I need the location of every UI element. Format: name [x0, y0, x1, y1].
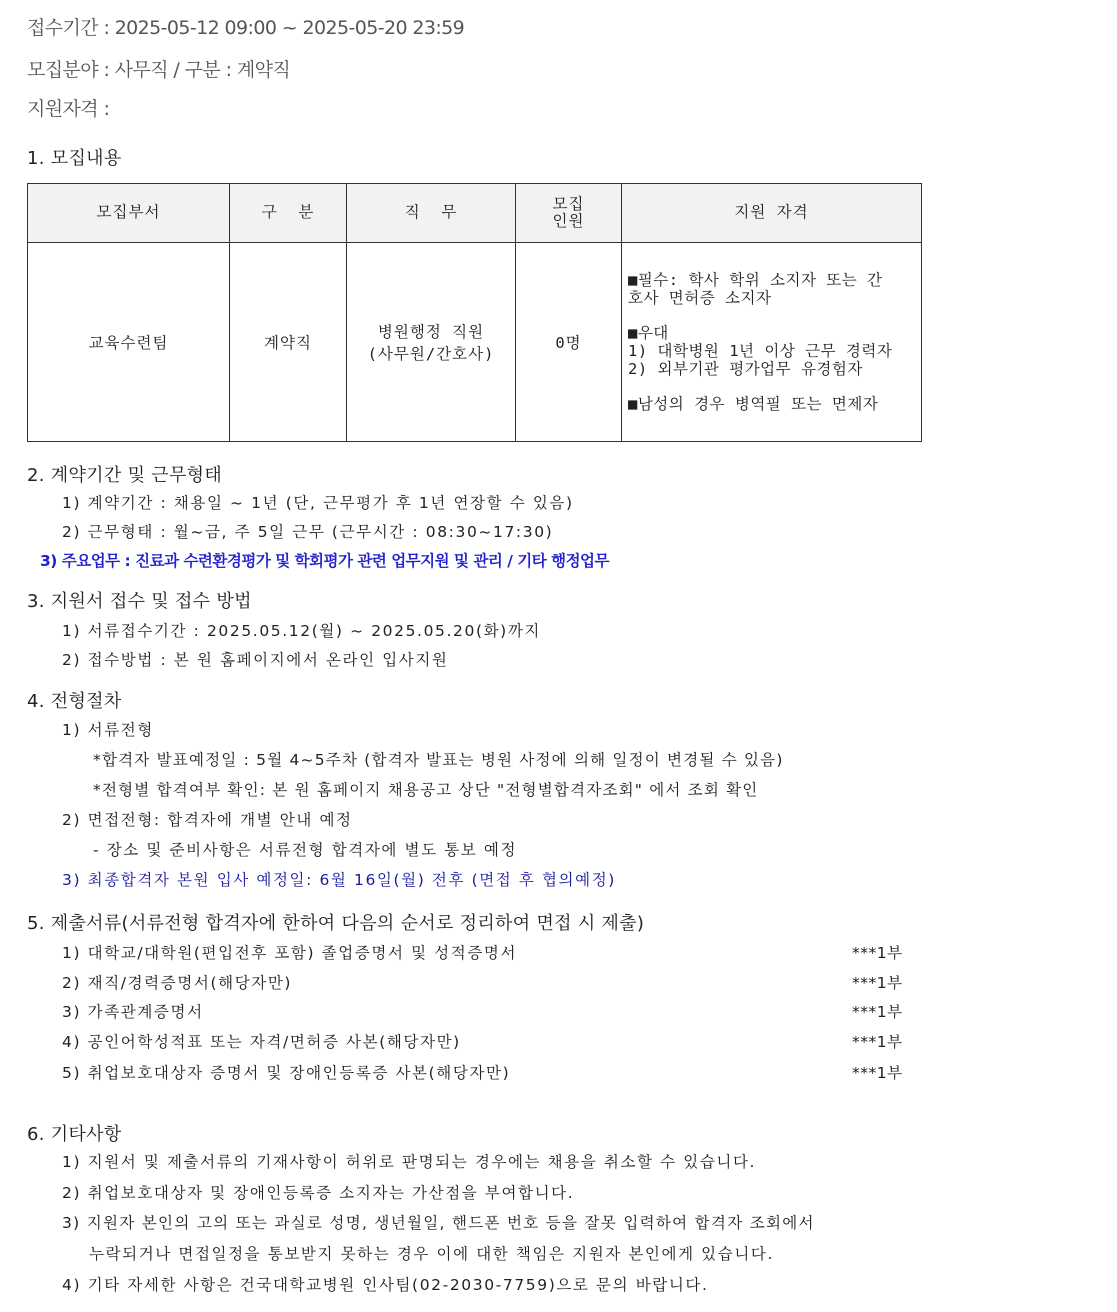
qual-preferred-1: 1) 대학병원 1년 이상 근무 경력자	[628, 342, 893, 360]
s4-item-2a: - 장소 및 준비사항은 서류전형 합격자에 별도 통보 예정	[93, 841, 518, 859]
section-2-title: 2. 계약기간 및 근무형태	[27, 465, 223, 486]
s5-item-5: 5) 취업보호대상자 증명서 및 장애인등록증 사본(해당자만)	[62, 1064, 511, 1082]
header-count-line2: 인원	[552, 212, 585, 230]
s3-item-1: 1) 서류접수기간 : 2025.05.12(월) ~ 2025.05.20(화)까지	[62, 622, 541, 640]
header-count-line1: 모집	[552, 194, 585, 213]
s5-item-3-qty: ***1부	[852, 1003, 903, 1021]
s5-item-4: 4) 공인어학성적표 또는 자격/면허증 사본(해당자만)	[62, 1033, 461, 1051]
s5-item-2-qty: ***1부	[852, 974, 903, 992]
qualification-label: 지원자격 :	[27, 98, 110, 120]
recruit-field: 모집분야 : 사무직 / 구분 : 계약직	[27, 59, 291, 81]
s4-item-3: 3) 최종합격자 본원 입사 예정일: 6월 16일(월) 전후 (면접 후 협의예정)	[62, 871, 616, 889]
section-6-title: 6. 기타사항	[27, 1124, 122, 1145]
qual-preferred-2: 2) 외부기관 평가업무 유경험자	[628, 360, 863, 378]
section-5-title: 5. 제출서류(서류전형 합격자에 한하여 다음의 순서로 정리하여 면접 시 제출)	[27, 913, 645, 934]
s6-item-4: 4) 기타 자세한 사항은 건국대학교병원 인사팀(02-2030-7759)으로 문의 바랍니다.	[62, 1276, 709, 1294]
table-row	[28, 243, 922, 442]
table-header-row	[28, 184, 922, 243]
s6-item-1: 1) 지원서 및 제출서류의 기재사항이 허위로 판명되는 경우에는 채용을 취소할 수 있습니다.	[62, 1153, 757, 1171]
s3-item-2: 2) 접수방법 : 본 원 홈페이지에서 온라인 입사지원	[62, 651, 449, 669]
section-3-title: 3. 지원서 접수 및 접수 방법	[27, 591, 252, 612]
qual-required-line1: ■필수: 학사 학위 소지자 또는 간	[628, 271, 883, 289]
s6-item-3: 3) 지원자 본인의 고의 또는 과실로 성명, 생년월일, 핸드폰 번호 등을 잘못 입력하여 합격자 조회에서	[62, 1214, 815, 1232]
s6-item-2: 2) 취업보호대상자 및 장애인등록증 소지자는 가산점을 부여합니다.	[62, 1184, 575, 1202]
s5-item-1-qty: ***1부	[852, 944, 903, 962]
cell-duty-line1: 병원행정 직원	[377, 323, 485, 341]
s5-item-3: 3) 가족관계증명서	[62, 1003, 204, 1021]
cell-duty-line2: (사무원/간호사)	[367, 345, 495, 363]
s5-item-2: 2) 재직/경력증명서(해당자만)	[62, 974, 293, 992]
s5-item-1: 1) 대학교/대학원(편입전후 포함) 졸업증명서 및 성적증명서	[62, 944, 518, 962]
s4-item-1: 1) 서류전형	[62, 721, 154, 739]
qual-preferred: ■우대	[628, 324, 669, 342]
s6-item-3-cont: 누락되거나 면접일정을 통보받지 못하는 경우 이에 대한 책임은 지원자 본인에게 있습니다.	[89, 1245, 774, 1263]
qual-military: ■남성의 경우 병역필 또는 면제자	[628, 395, 879, 413]
s2-item-3: 3) 주요업무 : 진료과 수련환경평가 및 학회평가 관련 업무지원 및 관리 / 기타 행정업무	[40, 552, 609, 570]
s4-item-2: 2) 면접전형: 합격자에 개별 안내 예정	[62, 811, 353, 829]
s2-item-1: 1) 계약기간 : 채용일 ~ 1년 (단, 근무평가 후 1년 연장할 수 있음)	[62, 494, 574, 512]
header-dept: 모집부서	[28, 184, 230, 243]
section-4-title: 4. 전형절차	[27, 691, 122, 712]
header-qual: 지원 자격	[622, 184, 922, 243]
cell-dept: 교육수련팀	[28, 243, 230, 442]
s2-item-2: 2) 근무형태 : 월~금, 주 5일 근무 (근무시간 : 08:30~17:30)	[62, 523, 554, 541]
qual-required-line2: 호사 면허증 소지자	[628, 289, 772, 307]
s4-item-1b: *전형별 합격여부 확인: 본 원 홈페이지 채용공고 상단 "전형별합격자조회" 에서 조회 확인	[93, 781, 759, 799]
section-1-title: 1. 모집내용	[27, 148, 122, 169]
cell-duty	[347, 243, 516, 442]
recruit-table	[27, 183, 922, 442]
s4-item-1a: *합격자 발표예정일 : 5월 4~5주차 (합격자 발표는 병원 사정에 의해 일정이 변경될 수 있음)	[93, 751, 784, 769]
header-duty: 직 무	[347, 184, 516, 243]
header-type: 구 분	[230, 184, 347, 243]
s5-item-5-qty: ***1부	[852, 1064, 903, 1082]
header-count	[516, 184, 622, 243]
cell-qual	[622, 243, 922, 442]
application-period: 접수기간 : 2025-05-12 09:00 ~ 2025-05-20 23:59	[27, 17, 465, 39]
s5-item-4-qty: ***1부	[852, 1033, 903, 1051]
cell-count: 0명	[516, 243, 622, 442]
cell-type: 계약직	[230, 243, 347, 442]
